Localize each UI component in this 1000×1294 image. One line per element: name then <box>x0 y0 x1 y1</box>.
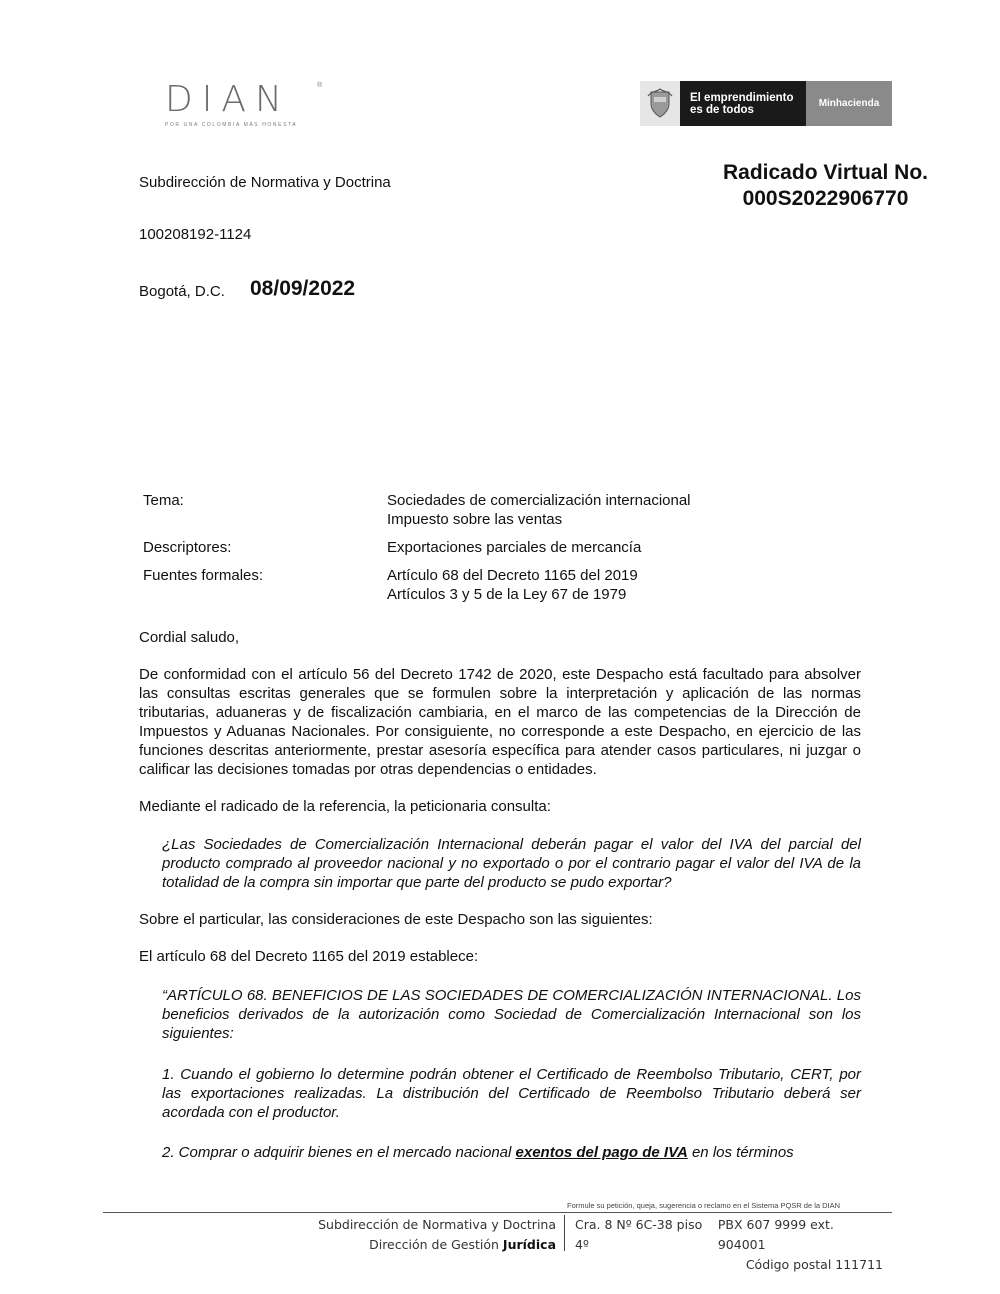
paragraph-competence: De conformidad con el artículo 56 del Decreto 1742 de 2020, este Despacho está facultado para absolver las consultas escritas generales que se formulen sobre la interpretación y aplicación de las normas tributarias, aduaneras y de fiscalización cambiaria, en el marco de las competencias de la Dirección de Impuestos y Aduanas Nacionales. Por consiguiente, no corresponde a este Despacho, en ejercicio de las funciones descritas anteriormente, prestar asesoría específica para atender casos particulares, ni juzgar o calificar las decisiones tomadas por otras dependencias o entidades. <box>139 666 861 778</box>
footer-office-prefix: Dirección de Gestión <box>369 1237 503 1252</box>
registered-mark: ® <box>317 82 323 89</box>
city: Bogotá, D.C. <box>139 283 225 300</box>
meta-row-tema <box>143 491 863 529</box>
item-2-emphasis: exentos del pago de IVA <box>515 1144 688 1161</box>
coat-of-arms-icon <box>640 81 680 126</box>
subject-table <box>143 491 863 613</box>
gov-slogan: El emprendimiento es de todos <box>690 91 794 116</box>
footer-office-line-2 <box>180 1235 556 1255</box>
meta-key: Tema: <box>143 492 184 509</box>
dian-tagline: POR UNA COLOMBIA MÁS HONESTA <box>165 122 298 128</box>
reference-number: 100208192-1124 <box>139 226 252 243</box>
meta-value: Artículo 68 del Decreto 1165 del 2019 <box>387 567 638 584</box>
radicado-block <box>723 160 928 212</box>
meta-row-fuentes <box>143 566 863 604</box>
item-2-text-end: en los términos <box>687 1144 794 1161</box>
quoted-question: ¿Las Sociedades de Comercialización Internacional deberán pagar el valor del IVA del parcial del producto comprado al proveedor nacional y no exportado o por el contrario pagar el valor del IVA de la totalidad de la compra sin importar que parte del producto se pudo exportar? <box>162 836 861 891</box>
footer-pqsr-note: Formule su petición, queja, sugerencia o reclamo en el Sistema PQSR de la DIAN <box>567 1201 841 1210</box>
footer-office-bold: Jurídica <box>502 1237 556 1252</box>
meta-value: Artículos 3 y 5 de la Ley 67 de 1979 <box>387 586 627 603</box>
gov-slogan-box <box>680 81 806 126</box>
footer-office <box>180 1215 556 1255</box>
quoted-article-heading: “ARTÍCULO 68. BENEFICIOS DE LAS SOCIEDADES DE COMERCIALIZACIÓN INTERNACIONAL. Los beneficios derivados de la autorización como Sociedad de Comercialización Internacional son los siguientes: <box>162 987 861 1042</box>
radicado-label: Radicado Virtual No. <box>723 161 928 184</box>
quoted-article-item-1: 1. Cuando el gobierno lo determine podrán obtener el Certificado de Reembolso Tributario, CERT, por las exportaciones realizadas. La distribución del Certificado de Reembolso Tributario deberá ser acordada con el productor. <box>162 1066 861 1121</box>
paragraph-consideraciones: Sobre el particular, las consideraciones de este Despacho son las siguientes: <box>139 911 653 928</box>
meta-value: Impuesto sobre las ventas <box>387 511 563 528</box>
government-banner <box>640 81 892 126</box>
dian-logo <box>165 79 325 128</box>
meta-value: Exportaciones parciales de mercancía <box>387 539 642 556</box>
footer-contact <box>575 1215 883 1275</box>
dian-logo-text: DIAN <box>165 79 291 120</box>
footer-office-line-1: Subdirección de Normativa y Doctrina <box>318 1217 556 1232</box>
footer-postal-code: Código postal 111711 <box>745 1257 883 1272</box>
meta-key: Fuentes formales: <box>143 567 264 584</box>
item-2-text: 2. Comprar o adquirir bienes en el mercado nacional <box>162 1144 516 1161</box>
radicado-number: 000S2022906770 <box>742 187 909 210</box>
footer-separator <box>564 1215 565 1251</box>
gov-ministry: Minhacienda <box>806 81 892 126</box>
paragraph-articulo-intro: El artículo 68 del Decreto 1165 del 2019 establece: <box>139 948 479 965</box>
meta-value: Sociedades de comercialización internacional <box>387 492 691 509</box>
greeting: Cordial saludo, <box>139 629 240 646</box>
footer-phone: PBX 607 9999 ext. 904001 <box>717 1217 834 1252</box>
paragraph-consulta-intro: Mediante el radicado de la referencia, la peticionaria consulta: <box>139 798 551 815</box>
meta-row-descriptores <box>143 538 863 557</box>
quoted-article-item-2 <box>162 1143 861 1162</box>
office-name: Subdirección de Normativa y Doctrina <box>139 174 391 191</box>
document-date: 08/09/2022 <box>250 277 356 300</box>
footer-divider <box>103 1212 892 1213</box>
footer-address: Cra. 8 Nº 6C-38 piso 4º <box>575 1217 703 1252</box>
meta-key: Descriptores: <box>143 539 232 556</box>
